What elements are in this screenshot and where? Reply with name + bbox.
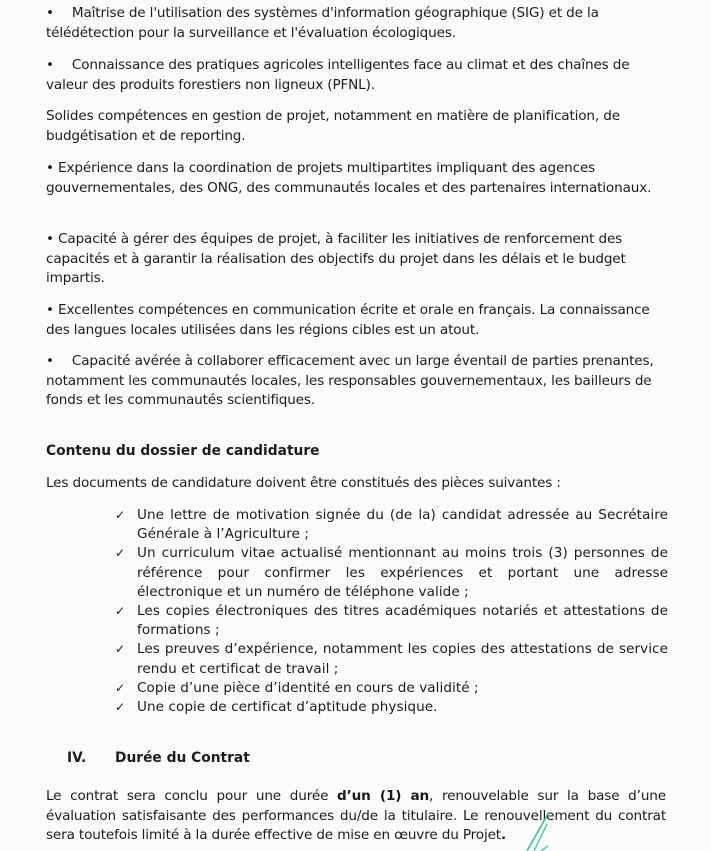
contract-duration-paragraph: Le contrat sera conclu pour une durée d’un (1) an, renouvelable sur la base d’une évaluation satisfaisante des performances du/de la titulaire. Le renouvellement du contrat sera toutefois limité à la durée effective de mise en œuvre du Projet. xyxy=(46,788,666,844)
bullet-paragraph-team-management: • Capacité à gérer des équipes de projet, à faciliter les initiatives de renforcement des capacités et à garantir la réalisation des objectifs du projet dans les délais et le budget impartis. xyxy=(46,231,626,287)
bullet-paragraph-collaboration: • Capacité avérée à collaborer efficacement avec un large éventail de parties prenantes, notamment les communautés locales, les responsables gouvernementaux, les bailleurs de fonds et les communautés scientifiques. xyxy=(46,353,654,409)
section-title: Durée du Contrat xyxy=(115,750,250,766)
skills-intro-paragraph: Solides compétences en gestion de projet, notamment en matière de planification, de budgétisation et de reporting. xyxy=(46,108,620,144)
bullet-paragraph-coordination: • Expérience dans la coordination de projets multipartites impliquant des agences gouvernementales, des ONG, des communautés locales et des partenaires internationaux. xyxy=(46,160,652,196)
dossier-checklist xyxy=(113,506,668,717)
bullet-paragraph-sig: • Maîtrise de l'utilisation des systèmes d'information géographique (SIG) et de la télédétection pour la surveillance et l'évaluation écologiques. xyxy=(46,5,599,41)
check-icon: ✓ xyxy=(115,700,126,715)
check-icon: ✓ xyxy=(115,604,126,619)
bullet-icon: • xyxy=(46,57,54,73)
checklist-item: ✓ Les copies électroniques des titres académiques notariés et attestations de formations ; xyxy=(115,603,668,639)
dossier-heading: Contenu du dossier de candidature xyxy=(46,443,320,459)
bullet-icon: • xyxy=(46,353,54,369)
checklist-item: ✓ Copie d’une pièce d’identité en cours de validité ; xyxy=(113,679,668,698)
check-icon: ✓ xyxy=(115,508,126,522)
checklist-item: ✓ Un curriculum vitae actualisé mentionnant au moins trois (3) personnes de référence pour confirmer les expériences et portant une adresse électronique et un numéro de téléphone valide ; xyxy=(115,545,668,600)
checklist-item: ✓ Les preuves d’expérience, notamment les copies des attestations de service rendu et certificat de travail ; xyxy=(115,641,668,677)
bullet-icon: • xyxy=(46,231,54,247)
check-icon: ✓ xyxy=(115,546,126,561)
section-number: IV. xyxy=(67,750,87,766)
checklist-item: ✓ Une copie de certificat d’aptitude physique. xyxy=(113,698,668,717)
dossier-intro: Les documents de candidature doivent être constitués des pièces suivantes : xyxy=(46,475,561,491)
bullet-icon: • xyxy=(46,302,54,318)
section-iv-heading xyxy=(67,750,250,766)
duration-emphasis: d’un (1) an xyxy=(337,788,430,804)
bullet-paragraph-communication: • Excellentes compétences en communication écrite et orale en français. La connaissance des langues locales utilisées dans les régions cibles est un atout. xyxy=(46,302,650,338)
bullet-paragraph-pfnl: • Connaissance des pratiques agricoles intelligentes face au climat et des chaînes de valeur des produits forestiers non ligneux (PFNL). xyxy=(46,57,630,93)
bullet-icon: • xyxy=(46,160,54,176)
checklist-item: ✓ Une lettre de motivation signée du (de la) candidat adressée au Secrétaire Générale à l’Agriculture ; xyxy=(115,507,668,543)
check-icon: ✓ xyxy=(115,642,126,657)
bullet-icon: • xyxy=(46,5,54,21)
signature-line xyxy=(541,846,548,851)
check-icon: ✓ xyxy=(115,680,126,695)
